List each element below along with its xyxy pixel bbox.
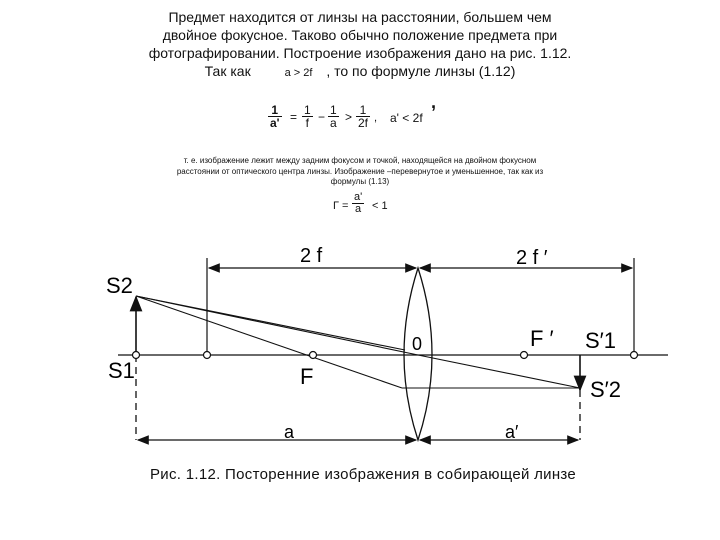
point-F-prime — [521, 352, 528, 359]
ray-through-focus — [136, 296, 402, 388]
small-line-2: расстоянии от оптического центра линзы. Изображение –перевернутое и уменьшенное, так как из — [176, 166, 544, 176]
greater-sign: > — [345, 110, 353, 124]
label-F: F — [300, 364, 314, 389]
label-2f: 2 f — [300, 245, 323, 267]
ray-refracted — [418, 355, 580, 388]
label-S1-prime: S′1 — [585, 328, 617, 353]
label-F-prime: F ′ — [530, 326, 554, 351]
fraction-1-over-2f: $\frac{1}{2f}$ — [358, 103, 369, 130]
label-O: 0 — [412, 334, 423, 354]
converging-lens — [404, 268, 432, 440]
small-line-3: формулы (1.13) — [330, 177, 390, 186]
fraction-1-over-f: $\frac{1}{f}$ — [304, 103, 311, 130]
equals-sign: = — [290, 110, 298, 124]
label-S1: S1 — [108, 358, 135, 383]
ray-center — [136, 296, 418, 355]
prime-mark: , — [431, 92, 437, 112]
label-a: a — [284, 422, 295, 442]
small-line-1: т. е. изображение лежит между задним фокусом и точкой, находящейся на двойном фокусном — [183, 156, 537, 165]
condition-formula: a > 2f — [284, 67, 313, 79]
paragraph-line-2: двойное фокусное. Таково обычно положение предмета при — [162, 27, 558, 43]
minus-sign: − — [318, 110, 326, 124]
label-2f-prime: 2 f ′ — [516, 247, 548, 269]
paragraph-line-3: фотографировании. Построение изображения дано на рис. 1.12. — [148, 45, 572, 61]
result-inequality: a' < 2f — [390, 111, 423, 125]
line4-end: , то по формуле линзы (1.12) — [326, 63, 516, 79]
label-S2: S2 — [106, 273, 133, 298]
figure-caption: Рис. 1.12. Посторенние изображения в собирающей линзе — [150, 466, 577, 483]
point-2f-right — [631, 352, 638, 359]
label-S2-prime: S′2 — [590, 377, 622, 402]
point-F — [310, 352, 317, 359]
fraction-1-over-a-prime: $\frac{1}{a'}$ — [270, 103, 280, 130]
line4-start: Так как — [204, 63, 251, 79]
magnification-fraction: $\frac{a'}{a}$ — [354, 191, 363, 215]
comma: , — [374, 112, 378, 124]
fraction-1-over-a: $\frac{1}{a}$ — [330, 103, 337, 130]
paragraph-line-1: Предмет находится от линзы на расстоянии, большем чем — [168, 9, 552, 25]
magnification-suffix: < 1 — [372, 200, 388, 212]
magnification-prefix: Г = — [333, 200, 349, 212]
point-2f-left — [204, 352, 211, 359]
label-a-prime: a′ — [505, 422, 519, 442]
